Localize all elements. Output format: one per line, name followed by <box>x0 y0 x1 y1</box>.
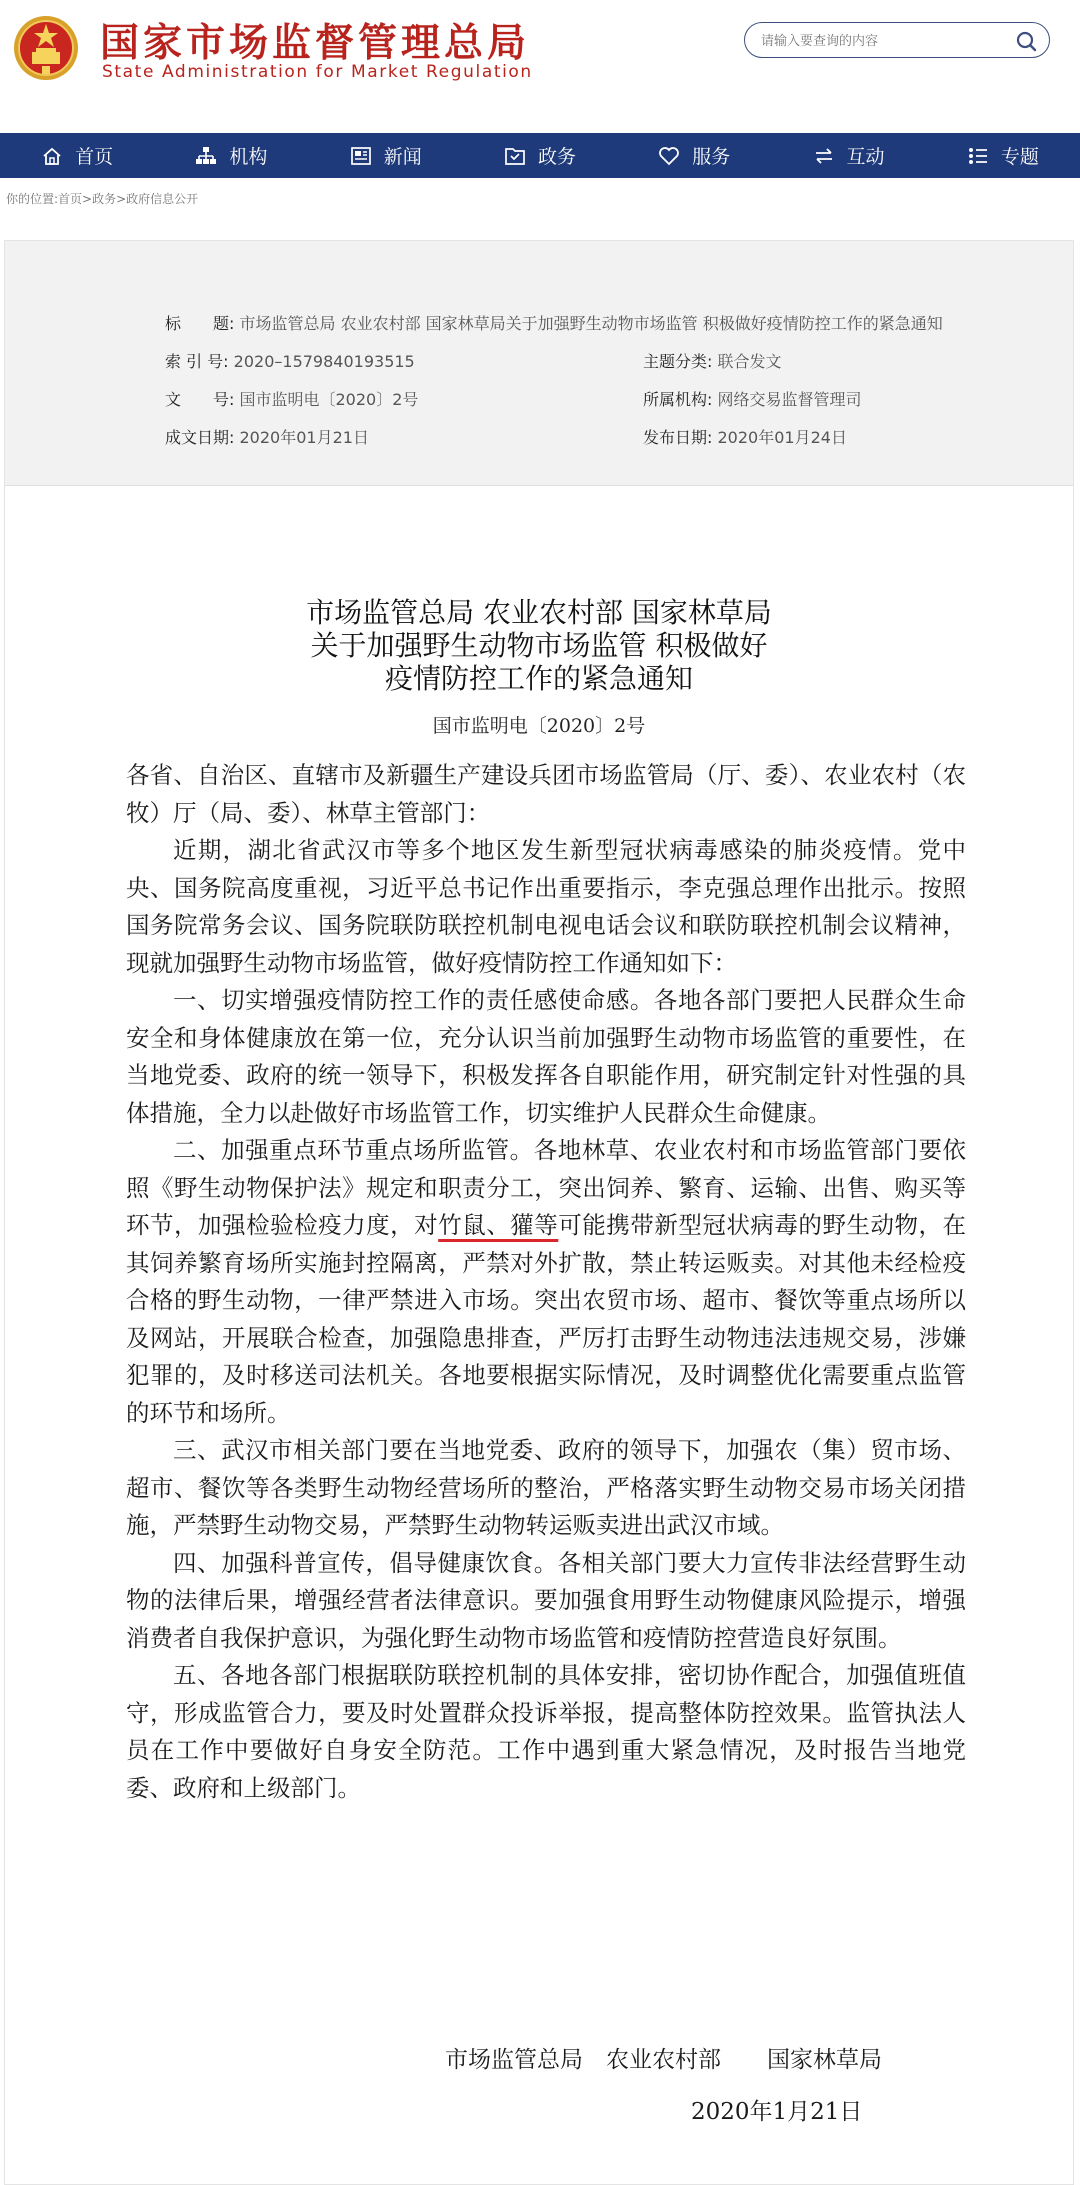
list-icon <box>967 145 989 167</box>
meta-value: 2020–1579840193515 <box>233 352 415 371</box>
meta-topic-row <box>643 349 782 372</box>
document-card <box>4 240 1074 2185</box>
search-icon[interactable] <box>1015 30 1037 52</box>
site-name[interactable]: 国家市场监督管理总局 <box>100 21 531 66</box>
meta-label: 主题分类: <box>643 352 713 371</box>
exchange-icon <box>813 145 835 167</box>
paragraph-one: 一、切实增强疫情防控工作的责任感使命感。各地各部门要把人民群众生命安全和身体健康放在第一位，充分认识当前加强野生动物市场监管的重要性，在当地党委、政府的统一领导下，积极发挥各自职能作用，研究制定针对性强的具体措施，全力以赴做好市场监管工作，切实维护人民群众生命健康。 <box>126 986 966 1127</box>
meta-value: 市场监管总局 农业农村部 国家林草局关于加强野生动物市场监管 积极做好疫情防控工作的紧急通知 <box>239 314 943 333</box>
heart-icon <box>658 145 680 167</box>
main-nav <box>0 133 1080 178</box>
nav-label: 服务 <box>692 146 731 168</box>
meta-label: 发布日期: <box>643 428 713 447</box>
meta-label: 标 题: <box>165 314 235 333</box>
document-title-line-1: 市场监管总局 农业农村部 国家林草局 <box>306 596 772 629</box>
meta-agency-row <box>643 387 862 410</box>
meta-index-row <box>165 349 415 372</box>
paragraph-intro: 近期，湖北省武汉市等多个地区发生新型冠状病毒感染的肺炎疫情。党中央、国务院高度重视，习近平总书记作出重要指示，李克强总理作出批示。按照国务院常务会议、国务院联防联控机制电视电话会议和联防联控机制会议精神，现就加强野生动物市场监管，做好疫情防控工作通知如下： <box>126 836 966 977</box>
nav-label: 新闻 <box>383 146 422 168</box>
meta-label: 文 号: <box>165 390 235 409</box>
nav-label: 互动 <box>846 146 885 168</box>
meta-value: 网络交易监督管理司 <box>717 390 862 409</box>
org-icon <box>195 145 217 167</box>
meta-created-row <box>165 425 369 448</box>
paragraph-three: 三、武汉市相关部门要在当地党委、政府的领导下，加强农（集）贸市场、超市、餐饮等各类野生动物经营场所的整治，严格落实野生动物交易市场关闭措施，严禁野生动物交易，严禁野生动物转运贩卖进出武汉市域。 <box>126 1436 966 1539</box>
document-title-line-3: 疫情防控工作的紧急通知 <box>384 662 693 695</box>
paragraph-two-part-a: 二、加强重点环节重点场所监管。各地林草、农业农村和市场监管部门要依照《野生动物保护法》规定和职责分工，突出饲养、繁育、运输、出售、购买等环节，加强检验检疫力度，对 <box>126 1136 966 1239</box>
signature: 市场监管总局 农业农村部 国家林草局 <box>445 2047 882 2073</box>
meta-label: 所属机构: <box>643 390 713 409</box>
nav-label: 首页 <box>75 146 114 168</box>
news-icon <box>350 145 372 167</box>
document-body <box>126 757 966 1807</box>
meta-published-row <box>643 425 847 448</box>
nav-topics[interactable] <box>926 133 1080 178</box>
nav-organization[interactable] <box>154 133 308 178</box>
salutation: 各省、自治区、直辖市及新疆生产建设兵团市场监管局（厅、委）、农业农村（农牧）厅（局、委）、林草主管部门： <box>126 761 966 827</box>
nav-news[interactable] <box>309 133 463 178</box>
document-title-line-2: 关于加强野生动物市场监管 积极做好 <box>310 629 768 662</box>
paragraph-two-part-b: 可能携带新型冠状病毒的野生动物，在其饲养繁育场所实施封控隔离，严禁对外扩散，禁止转运贩卖。对其他未经检疫合格的野生动物，一律严禁进入市场。突出农贸市场、超市、餐饮等重点场所以及网站，开展联合检查，加强隐患排查，严厉打击野生动物违法违规交易，涉嫌犯罪的，及时移送司法机关。各地要根据实际情况，及时调整优化需要重点监管的环节和场所。 <box>126 1211 967 1427</box>
meta-label: 索 引 号: <box>165 352 229 371</box>
meta-value: 联合发文 <box>717 352 782 371</box>
nav-label: 机构 <box>229 146 268 168</box>
meta-value: 2020年01月21日 <box>239 428 369 447</box>
highlighted-animals: 竹鼠、獾等 <box>438 1211 559 1239</box>
national-emblem-icon[interactable] <box>12 14 80 82</box>
meta-value: 国市监明电〔2020〕2号 <box>239 390 419 409</box>
nav-government-affairs[interactable] <box>463 133 617 178</box>
nav-label: 专题 <box>1000 146 1039 168</box>
paragraph-two <box>126 1132 966 1432</box>
nav-label: 政务 <box>537 146 576 168</box>
meta-value: 2020年01月24日 <box>717 428 847 447</box>
paragraph-four: 四、加强科普宣传，倡导健康饮食。各相关部门要大力宣传非法经营野生动物的法律后果，增强经营者法律意识。要加强食用野生动物健康风险提示，增强消费者自我保护意识，为强化野生动物市场监管和疫情防控营造良好氛围。 <box>126 1548 966 1652</box>
gov-icon <box>504 145 526 167</box>
nav-services[interactable] <box>617 133 771 178</box>
site-name-english: State Administration for Market Regulation <box>102 62 533 82</box>
meta-title-row <box>165 311 943 334</box>
meta-label: 成文日期: <box>165 428 235 447</box>
signature-date: 2020年1月21日 <box>691 2099 863 2125</box>
document-number: 国市监明电〔2020〕2号 <box>432 715 646 737</box>
search-box <box>744 22 1050 58</box>
nav-interaction[interactable] <box>771 133 925 178</box>
nav-home[interactable] <box>0 133 154 178</box>
meta-docno-row <box>165 387 418 410</box>
paragraph-five: 五、各地各部门根据联防联控机制的具体安排，密切协作配合，加强值班值守，形成监管合力，要及时处置群众投诉举报，提高整体防控效果。监管执法人员在工作中要做好自身安全防范。工作中遇到重大紧急情况，及时报告当地党委、政府和上级部门。 <box>126 1661 966 1802</box>
home-icon <box>41 145 63 167</box>
breadcrumb[interactable]: 你的位置:首页>政务>政府信息公开 <box>6 192 199 206</box>
document-metadata <box>5 241 1073 486</box>
search-input[interactable] <box>759 29 1003 53</box>
site-header <box>0 0 1080 130</box>
